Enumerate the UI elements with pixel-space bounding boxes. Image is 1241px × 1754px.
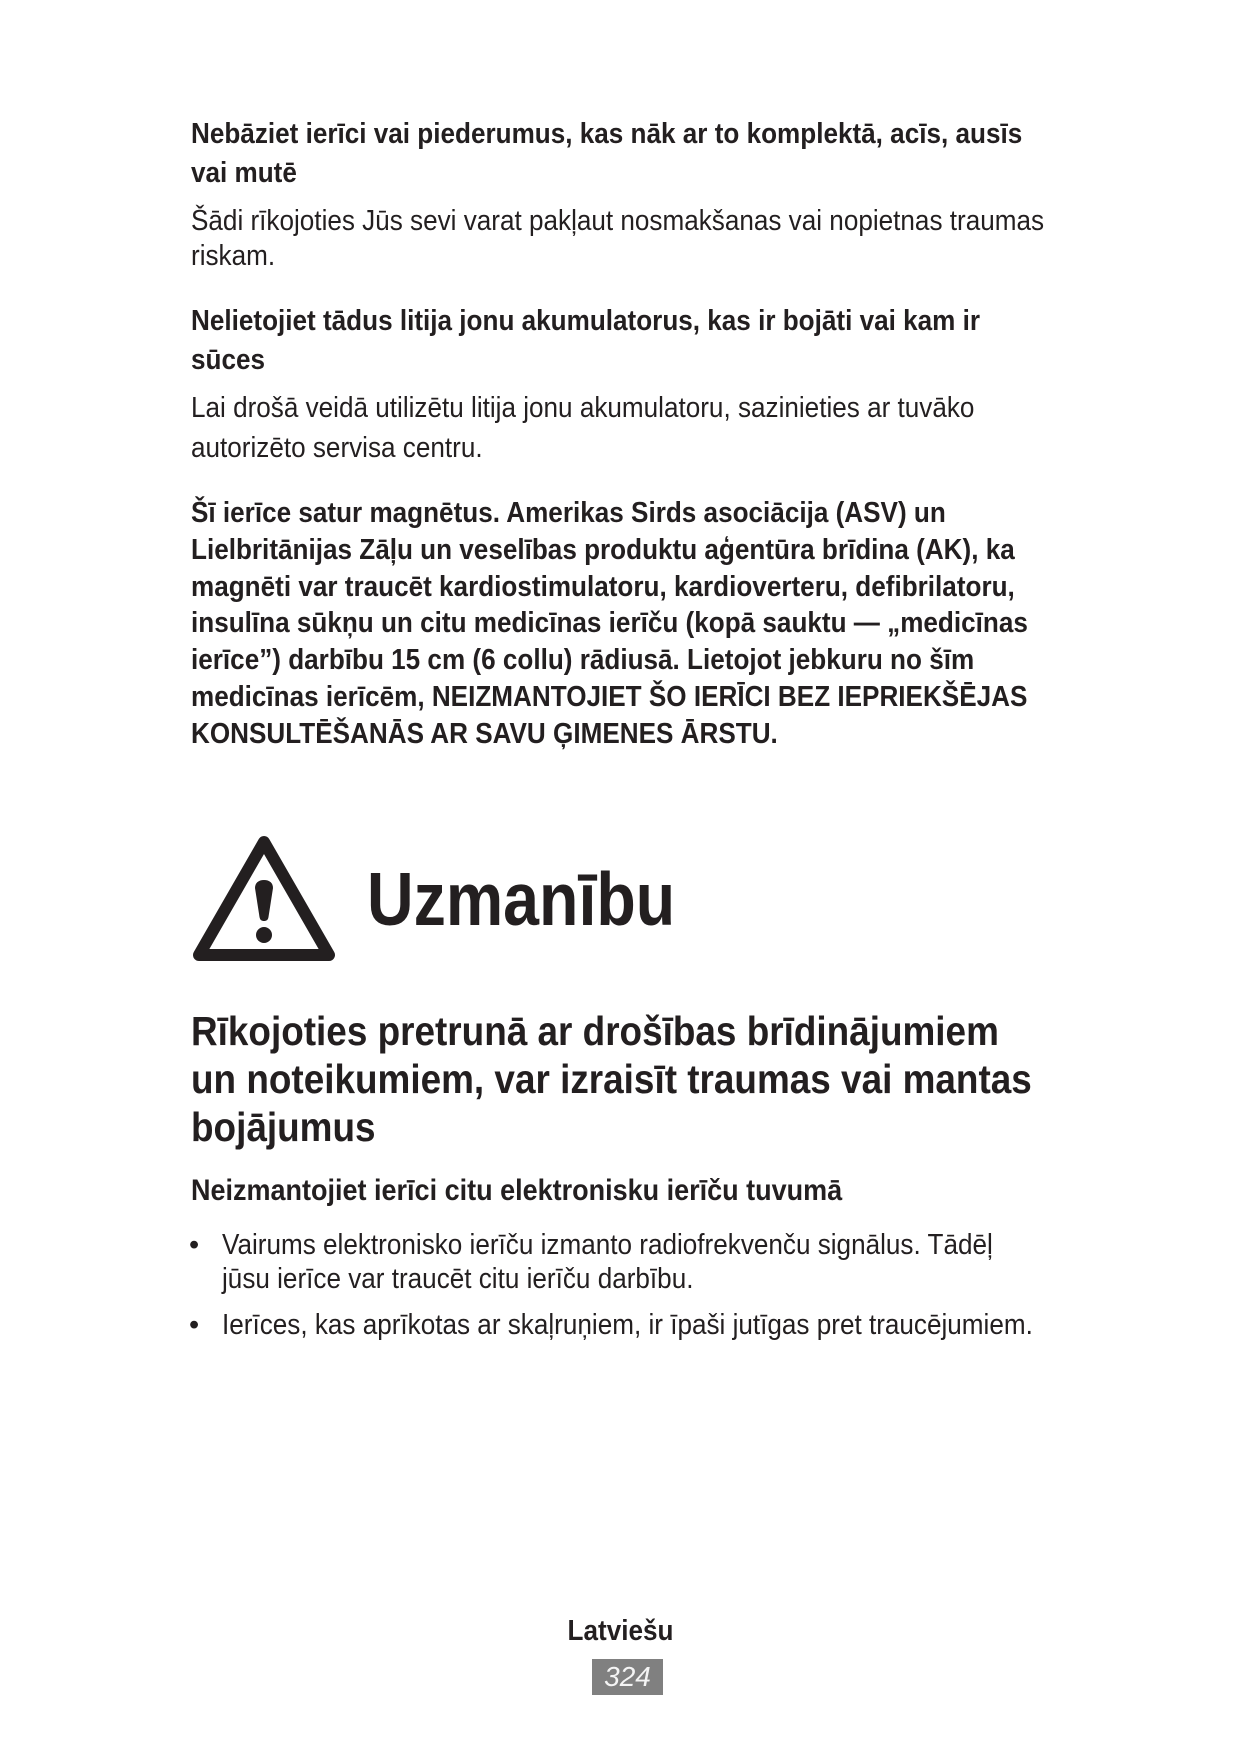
choking-warning-heading (191, 115, 1022, 193)
body-line: riskam. (191, 240, 276, 272)
warning-line: Šī ierīce satur magnētus. Amerikas Sirds asociācija (ASV) un (191, 497, 946, 529)
warning-triangle-icon (191, 833, 337, 963)
electronics-subheading: Neizmantojiet ierīci citu elektronisku ierīču tuvumā (191, 1174, 843, 1207)
battery-warning-heading (191, 302, 980, 380)
heading-line: bojājumus (191, 1104, 376, 1150)
magnets-warning (191, 495, 1028, 753)
bullet-line: Ierīces, kas aprīkotas ar skaļruņiem, ir īpaši jutīgas pret traucējumiem. (222, 1309, 1033, 1341)
warning-line: magnēti var traucēt kardiostimulatoru, kardioverteru, defibrilatoru, (191, 570, 1015, 603)
bullet-line: jūsu ierīce var traucēt citu ierīču darbību. (222, 1263, 694, 1295)
footer-language-label: Latviešu (567, 1615, 674, 1647)
bullet-item (222, 1228, 993, 1296)
warning-line: ierīce”) darbību 15 cm (6 collu) rādiusā. Lietojot jebkuru no šīm (191, 644, 975, 677)
bullet-marker: • (189, 1229, 200, 1261)
battery-warning-body (191, 388, 974, 468)
choking-warning-body (191, 204, 1044, 274)
warning-line: medicīnas ierīcēm, NEIZMANTOJIET ŠO IERĪCI BEZ IEPRIEKŠĒJAS (191, 680, 1028, 713)
caution-title: Uzmanību (367, 857, 676, 941)
body-line: Lai drošā veidā utilizētu litija jonu akumulatoru, sazinieties ar tuvāko (191, 392, 975, 424)
bullet-item (222, 1308, 1033, 1342)
bullet-line: Vairums elektronisko ierīču izmanto radiofrekvenču signālus. Tādēļ (222, 1229, 993, 1261)
warning-line: insulīna sūkņu un citu medicīnas ierīču (kopā sauktu — „medicīnas (191, 607, 1028, 640)
page-number-badge: 324 (592, 1659, 663, 1695)
heading-line: Nebāziet ierīci vai piederumus, kas nāk ar to komplektā, acīs, ausīs (191, 118, 1023, 150)
warning-line: Lielbritānijas Zāļu un veselības produktu aģentūra brīdina (AK), ka (191, 533, 1015, 566)
heading-line: vai mutē (191, 157, 297, 189)
heading-line: Nelietojiet tādus litija jonu akumulatorus, kas ir bojāti vai kam ir (191, 305, 981, 337)
caution-section-heading (191, 1007, 1032, 1151)
bullet-marker: • (189, 1309, 200, 1341)
heading-line: sūces (191, 344, 266, 376)
heading-line: Rīkojoties pretrunā ar drošības brīdinājumiem (191, 1008, 999, 1054)
body-line: autorizēto servisa centru. (191, 432, 483, 464)
body-line: Šādi rīkojoties Jūs sevi varat pakļaut nosmakšanas vai nopietnas traumas (191, 205, 1045, 237)
warning-line: KONSULTĒŠANĀS AR SAVU ĢIMENES ĀRSTU. (191, 717, 778, 750)
heading-line: un noteikumiem, var izraisīt traumas vai mantas (191, 1056, 1032, 1102)
